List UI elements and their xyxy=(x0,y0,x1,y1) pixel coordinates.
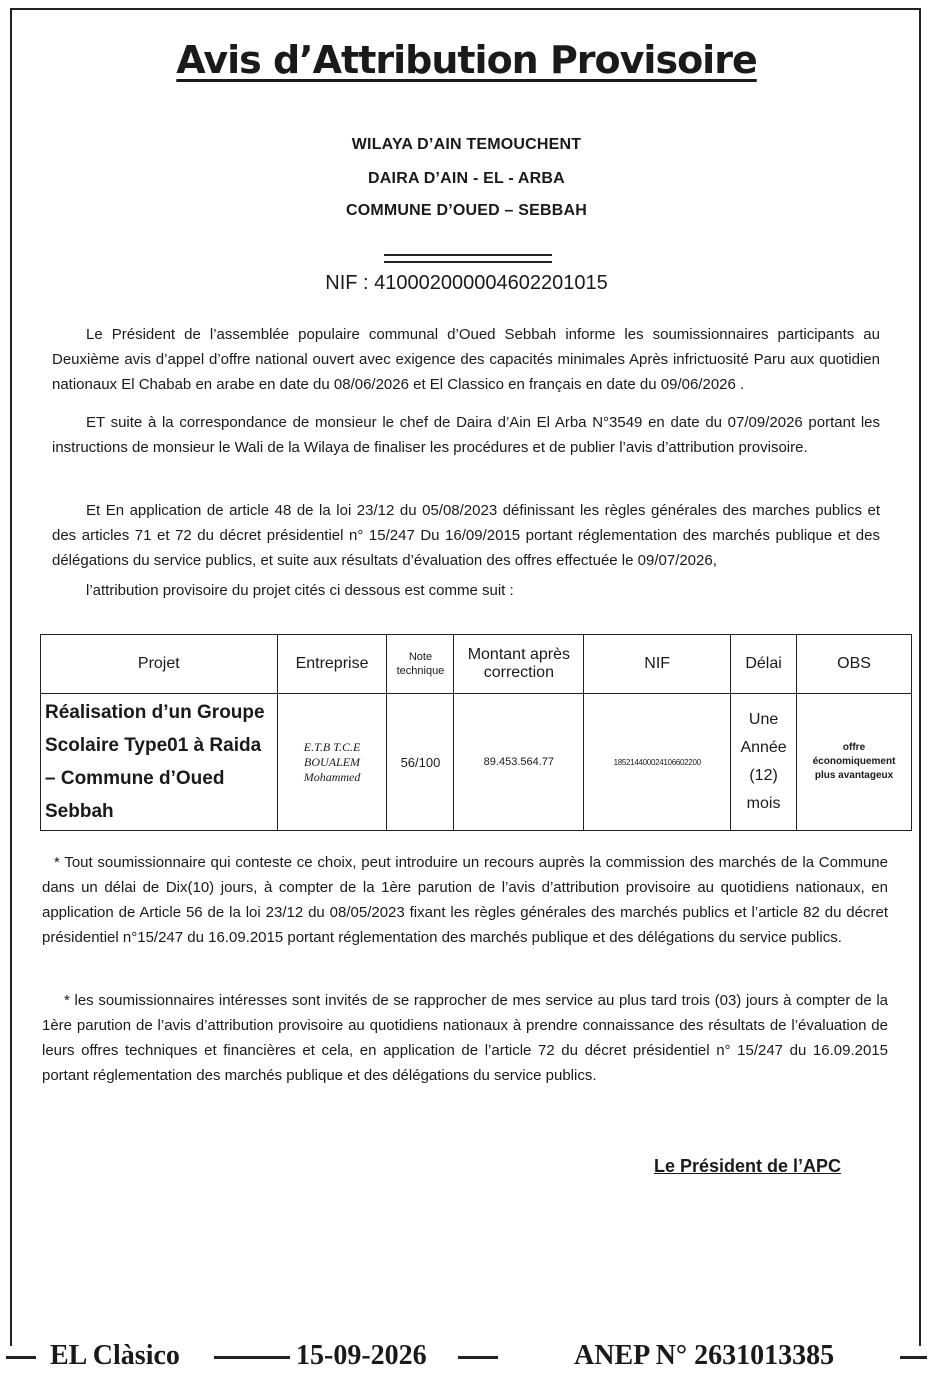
header-commune: COMMUNE D’OUED – SEBBAH xyxy=(345,202,588,219)
header-delai: Délai xyxy=(731,635,797,694)
cell-obs: offre économiquement plus avantageux xyxy=(797,694,912,831)
nif-number: NIF : 410002000004602201015 xyxy=(325,272,608,294)
signature-president: Le Président de l’APC xyxy=(654,1156,842,1176)
footer-date: 15-09-2026 xyxy=(296,1340,427,1371)
header-montant: Montant après correction xyxy=(454,635,584,694)
footer-rule-left xyxy=(6,1356,36,1359)
cell-nif: 185214400024106602200 xyxy=(584,694,731,831)
attribution-table xyxy=(40,634,912,831)
cell-entreprise: E.T.B T.C.E BOUALEM Mohammed xyxy=(277,694,387,831)
note-recours: * Tout soumissionnaire qui conteste ce choix, peut introduire un recours auprès la commission des marchés de la Commune dans un délai de Dix(10) jours, à compter de la 1ère parution de l’avis d’attribution provisoire au quotidiens nationaux, en application de Article 56 de la loi 23/12 du 08/05/2023 fixant les règles générales des marchés publics et l’article 82 du décret présidentiel n°15/247 du 16.09.2015 portant réglementation des marchés publique et des délégations du service publics. xyxy=(42,854,888,946)
header-entreprise: Entreprise xyxy=(277,635,387,694)
cell-note: 56/100 xyxy=(387,694,454,831)
header-nif: NIF xyxy=(584,635,731,694)
paragraph-correspondence: ET suite à la correspondance de monsieur le chef de Daira d’Ain El Arba N°3549 en date du 07/09/2026 portant les instructions de monsieur le Wali de la Wilaya de finaliser les procédures et de publier l’avis d’attribution provisoire. xyxy=(52,414,880,456)
paragraph-intro: Le Président de l’assemblée populaire communal d’Oued Sebbah informe les soumissionnaires participants au Deuxième avis d’appel d’offre national ouvert avec exigence des capacités minimales Après infrictuosité Paru aux quotidien nationaux El Chabab en arabe en date du 08/06/2026 et El Classico en français en date du 09/06/2026 . xyxy=(52,326,880,393)
note-consultation: * les soumissionnaires intéresses sont invités de se rapprocher de mes service au plus tard trois (03) jours à compter de la 1ère parution de l’avis d’attribution provisoire au quotidiens nationaux à prendre connaissance des résultats de l’évaluation de leurs offres techniques et financières et cela, en application de l’article 72 du décret présidentiel n° 15/247 du 16.09.2015 portant réglementation des marchés publique et des délégations du service publics. xyxy=(42,992,888,1084)
footer-rule-middle xyxy=(214,1356,290,1359)
document-title: Avis d’Attribution Provisoire xyxy=(176,38,757,82)
cell-delai: Une Année (12) mois xyxy=(731,694,797,831)
header-note: Note technique xyxy=(387,635,454,694)
table-row xyxy=(41,694,912,831)
header-obs: OBS xyxy=(797,635,912,694)
cell-montant: 89.453.564.77 xyxy=(454,694,584,831)
paragraph-attribution: l’attribution provisoire du projet cités ci dessous est comme suit : xyxy=(86,582,514,599)
paragraph-application: Et En application de article 48 de la loi 23/12 du 05/08/2023 définissant les règles générales des marches publics et des articles 71 et 72 du décret présidentiel n° 15/247 Du 16/09/2015 portant réglementation des marchés publique et des délégations du service publics, et suite aux résultats d’évaluation des offres effectuée le 09/07/2026, xyxy=(52,502,880,569)
footer-rule-right xyxy=(900,1356,927,1359)
header-wilaya: WILAYA D’AIN TEMOUCHENT xyxy=(351,136,582,153)
footer-anep: ANEP N° 2631013385 xyxy=(574,1340,835,1371)
table-header-row xyxy=(41,635,912,694)
header-projet: Projet xyxy=(41,635,278,694)
footer-newspaper: EL Clàsico xyxy=(50,1340,180,1371)
header-daira: DAIRA D’AIN - EL - ARBA xyxy=(368,170,565,187)
header-divider xyxy=(384,254,552,263)
footer-rule-dash xyxy=(458,1356,498,1359)
cell-projet: Réalisation d’un Groupe Scolaire Type01 à Raida – Commune d’Oued Sebbah xyxy=(41,694,278,831)
